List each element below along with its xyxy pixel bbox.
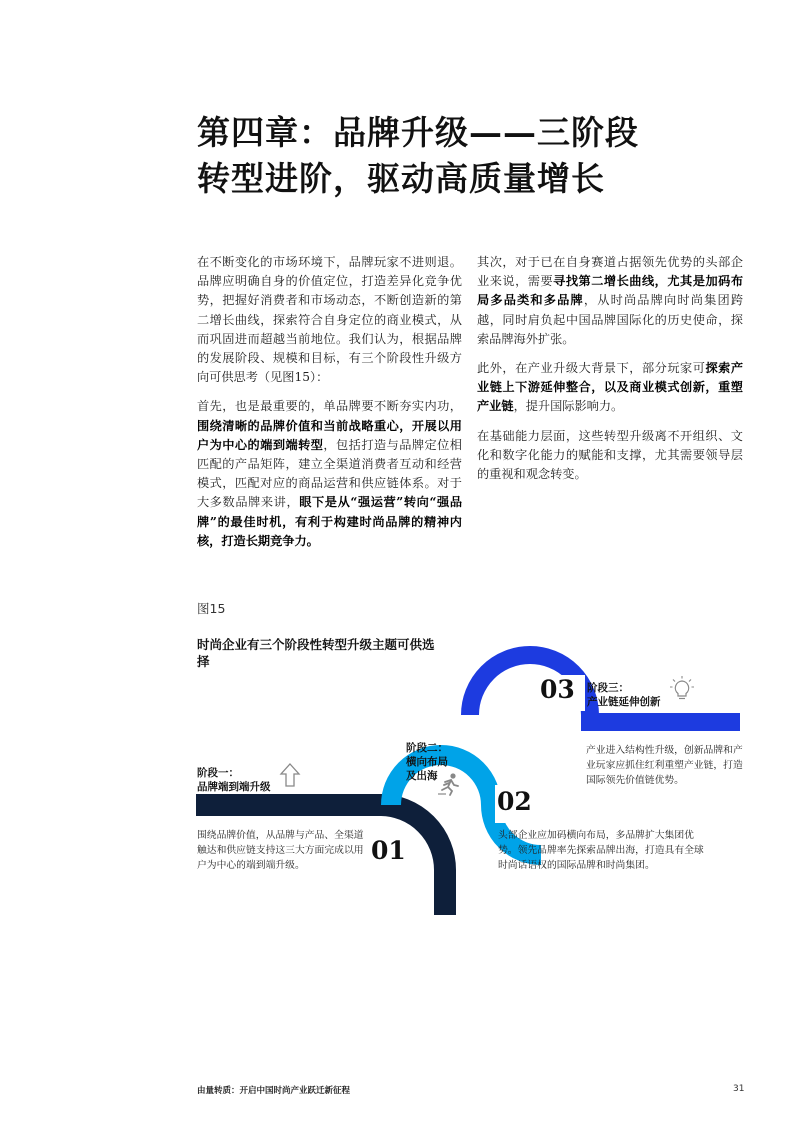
body-text: 在基础能力层面，这些转型升级离不开组织、文化和数字化能力的赋能和支撑，尤其需要领导层的重视和观念转变。: [477, 428, 743, 482]
stage2-title-c: 及出海: [406, 770, 438, 782]
body-emphasis: 围绕清晰的品牌价值和当前战略重心，开展以用户为中心的端到端转型: [197, 418, 462, 452]
body-text: 其次，对于已在自身赛道占据领先优势的头部企业来说，需要: [477, 255, 743, 289]
body-paragraph: [477, 427, 743, 485]
body-emphasis: 眼下是从“强运营”转向“强品牌”的最佳时机，有利于构建时尚品牌的精神内核，打造长期竞争力。: [197, 495, 463, 548]
stage2-title-b: 横向布局: [406, 756, 448, 768]
stage2-number: 02: [497, 787, 532, 816]
body-text: 此外，在产业升级大背景下，部分玩家可: [477, 361, 706, 376]
page-number: 31: [733, 1084, 745, 1094]
stage3-description: 产业进入结构性升级，创新品牌和产业玩家应抓住红利重塑产业链，打造国际领先价值链优势。: [586, 745, 743, 786]
stage1-title-b: 品牌端到端升级: [197, 781, 271, 793]
stage3-number: 03: [540, 675, 575, 704]
body-paragraph: [477, 359, 743, 417]
stage1-title: [197, 766, 271, 794]
body-paragraph: [197, 397, 462, 551]
stage2-description: 头部企业应加码横向布局，多品牌扩大集团优势。领先品牌率先探索品牌出海，打造具有全球时尚话语权的国际品牌和时尚集团。: [498, 830, 704, 871]
stage1-title-a: 阶段一：: [197, 767, 239, 779]
chapter-title-line1: 第四章：品牌升级——三阶段: [197, 113, 639, 152]
body-paragraph: [477, 253, 743, 349]
runner-icon: [436, 772, 462, 796]
stage3-title-a: 阶段三：: [587, 682, 629, 694]
body-column-right: [477, 253, 743, 494]
body-emphasis: 寻找第二增长曲线，尤其是加码布局多品类和多品牌: [477, 274, 744, 308]
stage1-number: 01: [371, 836, 406, 865]
figure-label: 图15: [197, 601, 226, 616]
stage3-title-b: 产业链延伸创新: [587, 696, 661, 708]
stage2-title-a: 阶段二：: [406, 742, 448, 754]
body-emphasis: 探索产业链上下游延伸整合，以及商业模式创新，重塑产业链: [477, 361, 744, 414]
body-column-left: [197, 253, 462, 561]
stage1-description: 围绕品牌价值，从品牌与产品、全渠道触达和供应链支持这三大方面完成以用户为中心的端到端升级。: [197, 830, 364, 871]
body-text: ，从时尚品牌向时尚集团跨越，同时肩负起中国品牌国际化的历史使命，探索品牌海外扩张。: [477, 293, 744, 346]
up-arrow-icon: [279, 762, 301, 788]
footer-text: 由量转质：开启中国时尚产业跃迁新征程: [197, 1086, 351, 1096]
chapter-title-line2: 转型进阶，驱动高质量增长: [197, 159, 605, 198]
body-paragraph: [197, 253, 462, 387]
body-text: ，提升国际影响力。: [513, 399, 624, 414]
chapter-title: [197, 110, 657, 202]
stage3-title: [587, 681, 661, 709]
body-text: 首先，也是最重要的，单品牌要不断夯实内功，: [197, 399, 462, 414]
lightbulb-icon: [669, 675, 695, 703]
body-text: ，包括打造与品牌定位相匹配的产品矩阵，建立全渠道消费者互动和经营模式，匹配对应的商品运营和供应链体系。对于大多数品牌来讲，: [197, 437, 462, 510]
body-text: 在不断变化的市场环境下，品牌玩家不进则退。品牌应明确自身的价值定位，打造差异化竞争优势，把握好消费者和市场动态，不断创造新的第二增长曲线，探索符合自身定位的商业模式，从而巩固进而超越当前地位。我们认为，根据品牌的发展阶段、规模和目标，有三个阶段性升级方向可供思考（见图15）：: [197, 255, 462, 385]
figure-title: 时尚企业有三个阶段性转型升级主题可供选择: [197, 637, 435, 669]
